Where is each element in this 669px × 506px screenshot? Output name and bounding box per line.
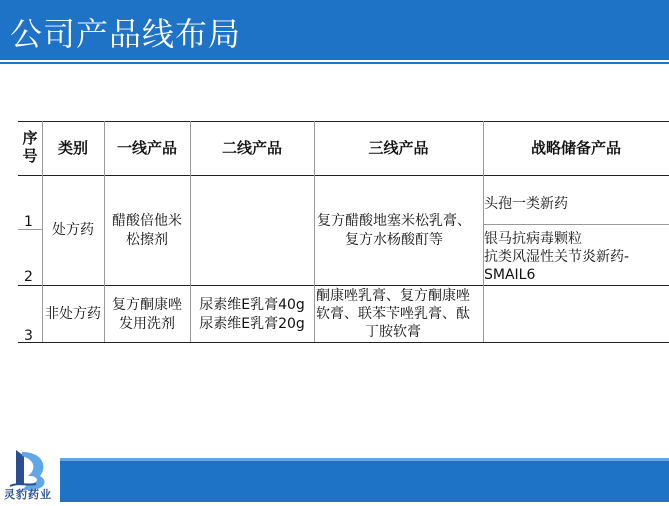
header-seq-text: 序号 [22, 129, 38, 165]
slide-title: 公司产品线布局 [10, 15, 242, 53]
strategic-row-divider [483, 224, 669, 225]
row2-bottom-border [18, 285, 669, 286]
row2-strategic-c: SMAIL6 [484, 267, 536, 283]
row1-first-line-b: 松擦剂 [126, 232, 168, 248]
row2-strategic-b: 抗类风湿性关节炎新药- [484, 249, 630, 265]
header-third-line: 三线产品 [368, 139, 429, 157]
company-logo-text: 灵豹药业 [4, 488, 52, 501]
row-seq-1: 1 [24, 214, 33, 230]
header-seq [18, 129, 42, 165]
row1-first-line-a: 醋酸倍他米 [112, 213, 182, 229]
row1-category: 处方药 [52, 222, 94, 238]
row3-category: 非处方药 [45, 306, 101, 322]
title-bar [0, 0, 669, 60]
row3-second-line-b: 尿素维E乳膏20g [199, 316, 305, 332]
row3-third-line-c: 丁胺软膏 [365, 324, 421, 340]
header-second-line: 二线产品 [221, 139, 282, 157]
row1-third-line-b: 复方水杨酸酊等 [345, 232, 443, 248]
header-strategic: 战略储备产品 [530, 139, 621, 157]
footer-bar [60, 458, 669, 502]
title-rule [0, 62, 669, 64]
row1-strategic-a: 头孢一类新药 [484, 196, 568, 212]
table-top-border [18, 121, 669, 122]
row-seq-2: 2 [24, 269, 33, 285]
row3-third-line-b: 软膏、联苯苄唑乳膏、酞 [316, 306, 470, 322]
row-seq-3: 3 [24, 328, 33, 344]
row3-first-line-b: 发用洗剂 [119, 316, 175, 332]
table-bottom-border [18, 342, 669, 343]
header-first-line: 一线产品 [116, 139, 177, 157]
header-bottom-border [18, 175, 669, 176]
row3-first-line-a: 复方酮康唑 [112, 297, 182, 313]
header-category: 类别 [57, 139, 88, 157]
row3-third-line-a: 酮康唑乳膏、复方酮康唑 [316, 288, 470, 304]
footer-highlight [60, 458, 669, 461]
row1-third-line-a: 复方醋酸地塞米松乳膏、 [317, 213, 471, 229]
row3-second-line-a: 尿素维E乳膏40g [199, 297, 305, 313]
row2-strategic-a: 银马抗病毒颗粒 [484, 231, 582, 247]
